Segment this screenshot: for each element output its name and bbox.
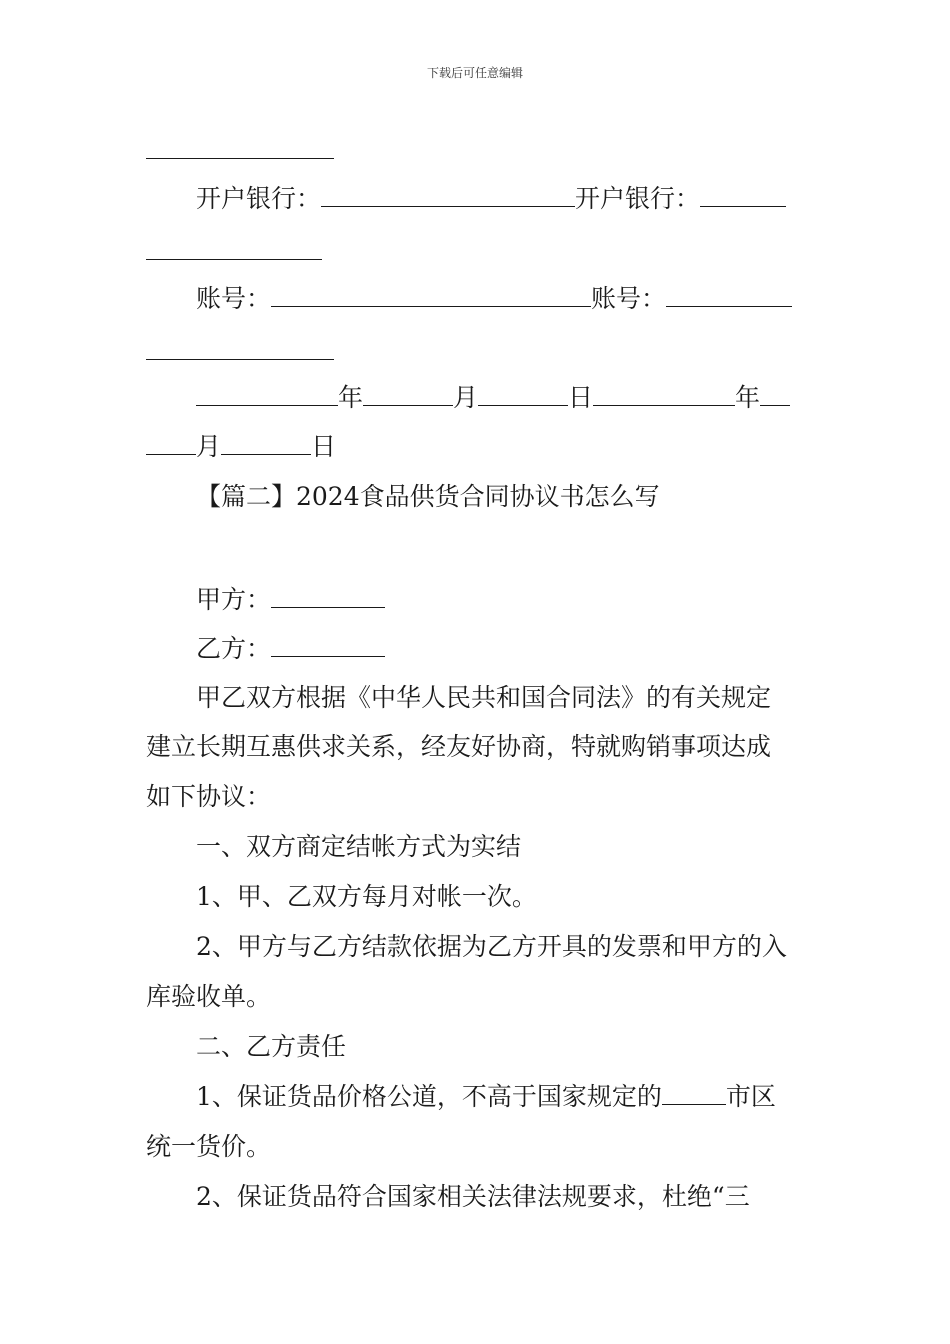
clause1-title: 一、双方商定结帐方式为实结 xyxy=(196,832,522,861)
year-blank-b xyxy=(593,383,735,406)
year-label-a: 年 xyxy=(338,383,364,412)
bank-line xyxy=(196,184,786,214)
blank-line xyxy=(146,359,334,360)
date-line xyxy=(196,383,790,413)
account-blank-b xyxy=(666,284,792,307)
month-blank-b-part xyxy=(760,383,790,406)
clause1-item1: 1、甲、乙双方每月对帐一次。 xyxy=(196,882,537,911)
clause2-item1-after: 市区 xyxy=(725,1082,776,1111)
page-header: 下载后可任意编辑 xyxy=(426,66,523,80)
intro-line-3: 如下协议： xyxy=(146,782,272,811)
month-label-a: 月 xyxy=(453,383,479,412)
clause2-item1 xyxy=(196,1082,776,1112)
party-b-label: 乙方： xyxy=(196,634,272,663)
month-label-b: 月 xyxy=(196,432,222,461)
day-label-a: 日 xyxy=(568,383,594,412)
day-blank-b xyxy=(221,432,311,455)
intro-line-2: 建立长期互惠供求关系，经友好协商，特就购销事项达成 xyxy=(146,732,772,761)
bank-label-b: 开户银行： xyxy=(575,184,701,213)
party-a-blank xyxy=(271,585,385,608)
account-line xyxy=(196,284,792,314)
party-a-label: 甲方： xyxy=(196,585,272,614)
clause2-item1-text: 1、保证货品价格公道，不高于国家规定的 xyxy=(196,1082,662,1111)
party-a-line xyxy=(196,585,385,615)
year-label-b: 年 xyxy=(735,383,761,412)
clause1-item2-line1: 2、甲方与乙方结款依据为乙方开具的发票和甲方的入 xyxy=(196,932,787,961)
clause2-item2-line1: 2、保证货品符合国家相关法律法规要求，杜绝“三 xyxy=(196,1182,750,1211)
month-blank-b xyxy=(146,432,196,455)
day-label-b: 日 xyxy=(311,432,337,461)
party-b-line xyxy=(196,634,385,664)
account-label-b: 账号： xyxy=(591,284,667,313)
blank-line xyxy=(146,259,322,260)
blank-line xyxy=(146,158,334,159)
account-label-a: 账号： xyxy=(196,284,272,313)
city-blank xyxy=(662,1082,726,1105)
year-blank-a xyxy=(196,383,338,406)
date-line-cont xyxy=(146,432,336,462)
intro-line-1: 甲乙双方根据《中华人民共和国合同法》的有关规定 xyxy=(196,683,772,712)
clause2-item1-line2: 统一货价。 xyxy=(146,1132,272,1161)
month-blank-a xyxy=(363,383,453,406)
party-b-blank xyxy=(271,634,385,657)
bank-blank-a xyxy=(321,184,575,207)
bank-blank-b xyxy=(700,184,786,207)
day-blank-a xyxy=(478,383,568,406)
clause2-title: 二、乙方责任 xyxy=(196,1032,347,1061)
account-blank-a xyxy=(271,284,591,307)
section-title: 【篇二】2024食品供货合同协议书怎么写 xyxy=(196,482,660,511)
bank-label-a: 开户银行： xyxy=(196,184,322,213)
clause1-item2-line2: 库验收单。 xyxy=(146,982,272,1011)
